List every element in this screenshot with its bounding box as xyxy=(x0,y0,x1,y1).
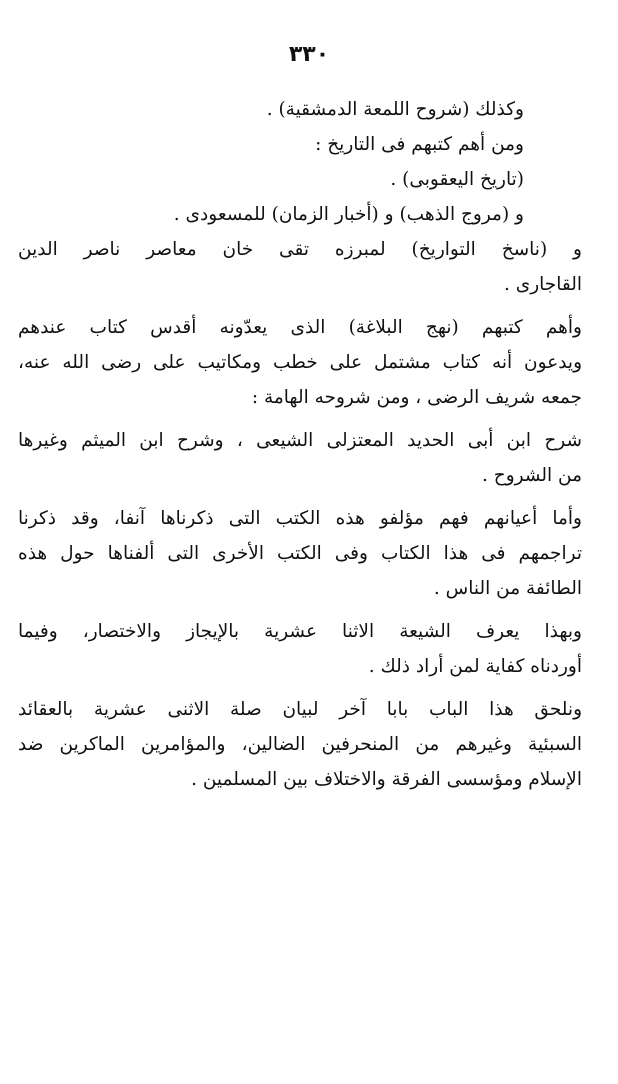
text-line: و (مروج الذهب) و (أخبار الزمان) للمسعودى . xyxy=(173,204,524,225)
text-line: شرح ابن أبى الحديد المعتزلى الشيعى ، وشرح ابن الميثم وغيرها xyxy=(18,430,582,451)
text-line: ومن أهم كتبهم فى التاريخ : xyxy=(315,134,524,155)
text-line: من الشروح . xyxy=(482,465,582,486)
text-line: وكذلك (شروح اللمعة الدمشقية) . xyxy=(266,99,524,120)
text-line: جمعه شريف الرضى ، ومن شروحه الهامة : xyxy=(251,387,582,408)
text-line: (تاريخ اليعقوبى) . xyxy=(390,169,524,190)
text-line: ويدعون أنه كتاب مشتمل على خطب ومكاتيب على رضى الله عنه، xyxy=(18,352,582,373)
text-line: الإسلام ومؤسسى الفرقة والاختلاف بين المسلمين . xyxy=(191,769,582,790)
text-line: القاجارى . xyxy=(503,274,582,295)
text-line: الطائفة من الناس . xyxy=(433,578,582,599)
text-line: ونلحق هذا الباب بابا آخر لبيان صلة الاثنى عشرية بالعقائد xyxy=(18,699,582,720)
text-line: وبهذا يعرف الشيعة الاثنا عشرية بالإيجاز والاختصار، وفيما xyxy=(18,621,582,642)
text-line: و (ناسخ التواريخ) لمبرزه تقى خان معاصر ناصر الدين xyxy=(18,239,582,260)
text-line: السبئية وغيرهم من المنحرفين الضالين، والمؤامرين الماكرين ضد xyxy=(18,734,582,755)
text-line: تراجمهم فى هذا الكتاب وفى الكتب الأخرى التى ألفناها حول هذه xyxy=(18,543,582,564)
body-text xyxy=(18,92,582,797)
text-line: وأهم كتبهم (نهج البلاغة) الذى يعدّونه أقدس كتاب عندهم xyxy=(18,317,582,338)
text-line: وأما أعيانهم فهم مؤلفو هذه الكتب التى ذكرناها آنفا، وقد ذكرنا xyxy=(18,508,582,529)
page-number: ٣٣٠ xyxy=(288,42,330,67)
text-line: أوردناه كفاية لمن أراد ذلك . xyxy=(368,656,582,677)
